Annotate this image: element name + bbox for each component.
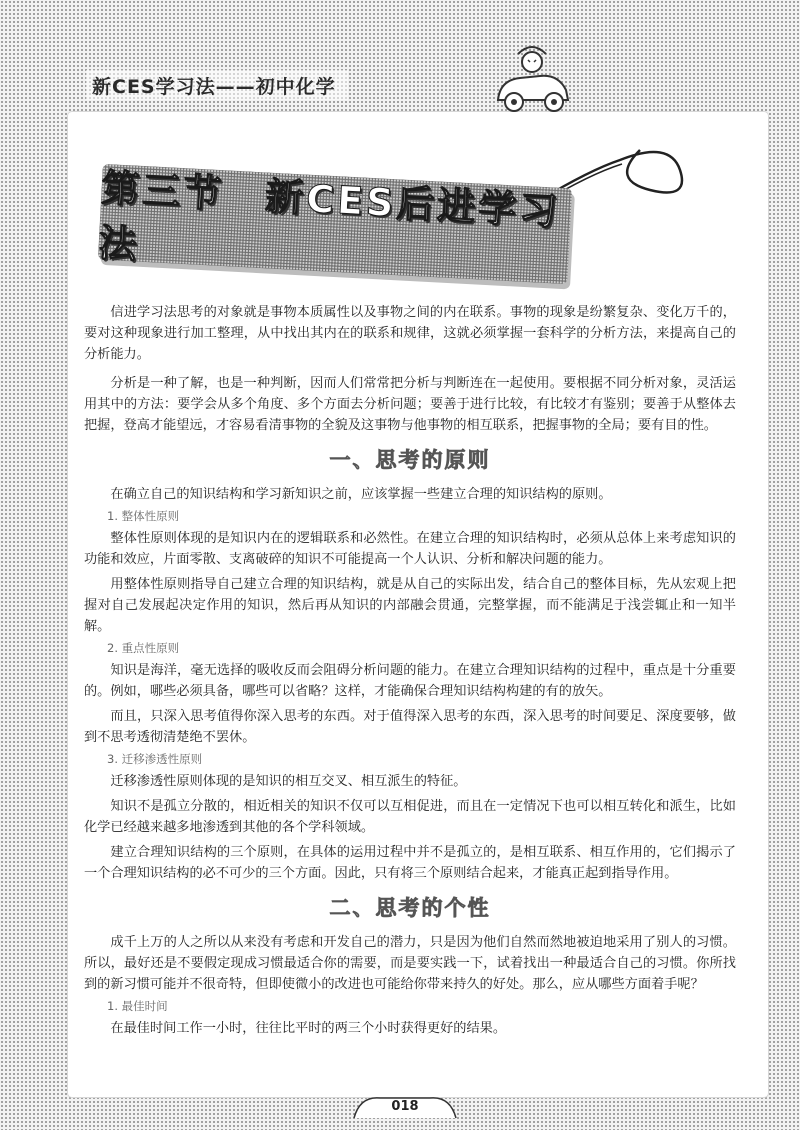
section-heading-principles: 一、思考的原则 (329, 448, 491, 472)
sub-heading: 1. 整体性原则 (107, 509, 180, 523)
running-header-title: 新CES学习法——初中化学 (92, 75, 336, 98)
cartoon-car-icon (488, 40, 578, 120)
body-paragraph: 整体性原则体现的是知识内在的逻辑联系和必然性。在建立合理的知识结构时，必须从总体上来考虑知识的功能和效应，片面零散、支离破碎的知识不可能提高一个人认识、分析和解决问题的能力。 (84, 531, 736, 567)
body-paragraph: 而且，只深入思考值得你深入思考的东西。对于值得深入思考的东西，深入思考的时间要足、深度要够，做到不思考透彻清楚绝不罢休。 (84, 709, 736, 745)
page-number-badge (350, 1092, 460, 1120)
sub-heading: 2. 重点性原则 (107, 641, 180, 655)
running-header (86, 70, 348, 100)
page-number: 018 (391, 1098, 419, 1114)
section-title-banner (98, 164, 572, 284)
body-paragraph: 用整体性原则指导自己建立合理的知识结构，就是从自己的实际出发，结合自己的整体目标，先从宏观上把握对自己发展起决定作用的知识，然后再从知识的内部融会贯通，完整掌握，而不能满足于浅尝辄止和一知半解。 (84, 577, 736, 634)
section-lead: 成千上万的人之所以从来没有考虑和开发自己的潜力，只是因为他们自然而然地被迫地采用了别人的习惯。所以，最好还是不要假定现成习惯最适合你的需要，而是要实践一下，试着找出一种最适合自己的习惯。你所找到的新习惯可能并不很奇特，但即使微小的改进也可能给你带来持久的好处。那么，应从哪些方面着手呢？ (84, 935, 736, 992)
section-lead: 在确立自己的知识结构和学习新知识之前，应该掌握一些建立合理的知识结构的原则。 (110, 487, 612, 502)
sub-heading: 1. 最佳时间 (107, 999, 168, 1013)
body-paragraph: 建立合理知识结构的三个原则，在具体的运用过程中并不是孤立的，是相互联系、相互作用的，它们揭示了一个合理知识结构的必不可少的三个方面。因此，只有将三个原则结合起来，才能真正起到指导作用。 (84, 845, 736, 881)
main-content (84, 302, 736, 1039)
section-heading-individuality: 二、思考的个性 (329, 896, 491, 920)
body-paragraph: 知识是海洋，毫无选择的吸收反而会阻碍分析问题的能力。在建立合理知识结构的过程中，重点是十分重要的。例如，哪些必须具备，哪些可以省略？这样，才能确保合理知识结构构建的有的放矢。 (84, 663, 736, 699)
body-paragraph: 知识不是孤立分散的，相近相关的知识不仅可以互相促进，而且在一定情况下也可以相互转化和派生，比如化学已经越来越多地渗透到其他的各个学科领域。 (84, 799, 736, 835)
sub-heading: 3. 迁移渗透性原则 (107, 752, 203, 766)
body-paragraph: 在最佳时间工作一小时，往往比平时的两三个小时获得更好的结果。 (110, 1021, 507, 1036)
intro-paragraph: 信进学习法思考的对象就是事物本质属性以及事物之间的内在联系。事物的现象是纷繁复杂、变化万千的，要对这种现象进行加工整理，从中找出其内在的联系和规律，这就必须掌握一套科学的分析方法，来提高自己的分析能力。 (84, 305, 736, 362)
intro-paragraph: 分析是一种了解，也是一种判断，因而人们常常把分析与判断连在一起使用。要根据不同分析对象，灵活运用其中的方法：要学会从多个角度、多个方面去分析问题；要善于进行比较，有比较才有鉴别；要善于从整体去把握，登高才能望远，才容易看清事物的全貌及这事物与他事物的相互联系，把握事物的全局；要有目的性。 (84, 376, 736, 433)
body-paragraph: 迁移渗透性原则体现的是知识的相互交叉、相互派生的特征。 (110, 774, 467, 789)
section-title: 第三节 新CES后进学习法 (97, 165, 562, 267)
